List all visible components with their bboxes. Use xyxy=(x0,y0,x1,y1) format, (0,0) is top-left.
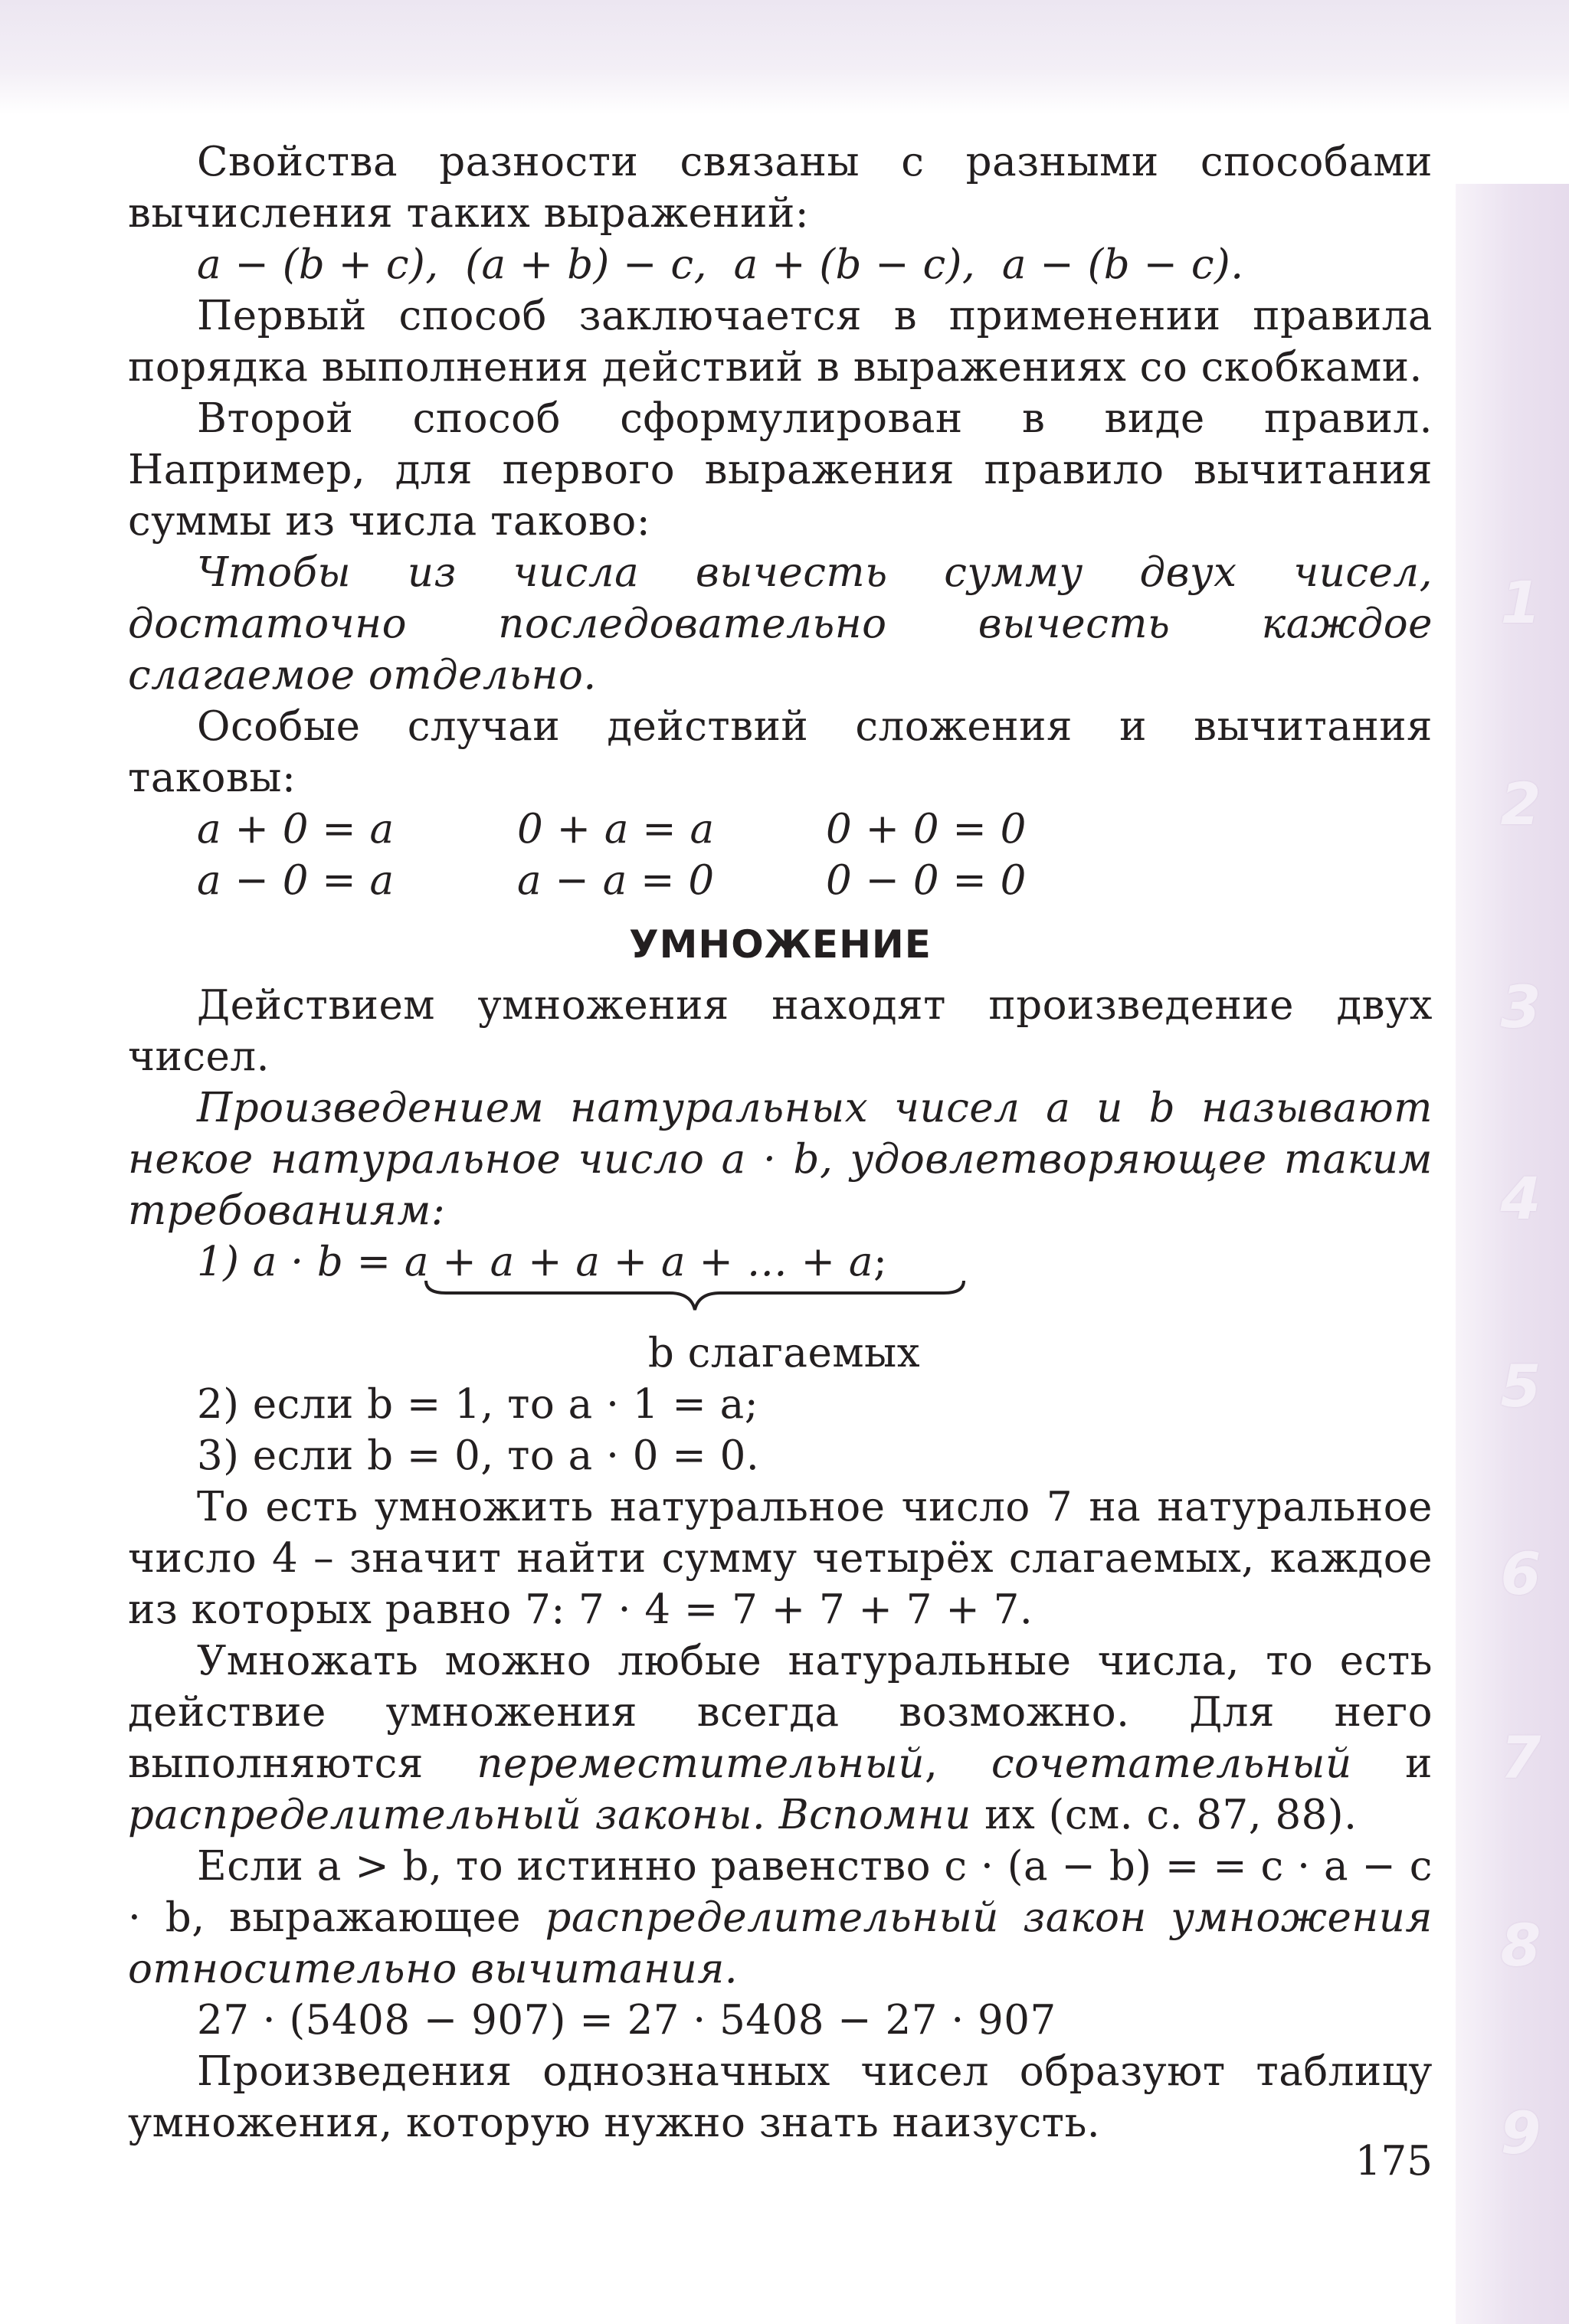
laws-text-e: и xyxy=(1351,1740,1433,1787)
distributive-law-name: распределительный закон умножения относительно вычитания. xyxy=(128,1894,1433,1992)
section-heading: УМНОЖЕНИЕ xyxy=(629,922,932,967)
formula-example-27: 27 · (5408 − 907) = 27 · 5408 − 27 · 907 xyxy=(197,1997,1056,2044)
rule-3: 3) если b = 0, то a · 0 = 0. xyxy=(197,1432,760,1479)
chapter-tab-7: 7 xyxy=(1500,1723,1541,1792)
formula-difference-expressions: a − (b + c), (a + b) − c, a + (b − c), a − (b − c). xyxy=(197,241,1244,288)
paragraph-difference-properties: Свойства разности связаны с разными способами вычисления таких выражений: xyxy=(128,139,1433,237)
law-commutative: переместительный xyxy=(477,1740,925,1787)
chapter-tab-6: 6 xyxy=(1500,1540,1541,1608)
page-number: 175 xyxy=(1354,2138,1433,2185)
definition-product: Произведением натуральных чисел a и b называют некое натуральное число a · b, удовлетворяющее таким требованиям: xyxy=(128,1085,1433,1234)
formula-cell: a − 0 = a xyxy=(197,857,395,904)
paragraph-laws xyxy=(128,1635,1433,1841)
laws-text-a: Умножать можно любые натуральные числа, то есть действие умножения всегда возможно. Для него выполняются xyxy=(128,1638,1433,1787)
chapter-tab-3: 3 xyxy=(1500,973,1541,1041)
rule-subtract-sum: Чтобы из числа вычесть сумму двух чисел, достаточно последовательно вычесть каждое слагаемое отдельно. xyxy=(128,549,1433,699)
paragraph-special-cases: Особые случаи действий сложения и вычитания таковы: xyxy=(128,703,1433,801)
rule-1-sum: a + a + a + a + … + a xyxy=(404,1239,873,1285)
underbrace-label: b слагаемых xyxy=(647,1330,921,1376)
formula-cell: a − a = 0 xyxy=(517,857,715,904)
formula-cell: a + 0 = a xyxy=(197,806,395,853)
special-cases-row-1 xyxy=(128,804,1433,855)
chapter-tab-1: 1 xyxy=(1500,568,1541,637)
chapter-tab-2: 2 xyxy=(1500,770,1541,838)
special-cases-row-2 xyxy=(128,855,1433,906)
formula-cell: 0 − 0 = 0 xyxy=(826,857,1027,904)
chapter-tab-4: 4 xyxy=(1500,1164,1541,1232)
laws-text-c: , xyxy=(924,1740,991,1787)
distributive-text-a: Если a > b, то истинно равенство c · (a − b) = = c · a − c · b, выражающее xyxy=(128,1843,1433,1941)
formula-cell: 0 + 0 = 0 xyxy=(826,806,1027,853)
rule-1-suffix: ; xyxy=(873,1239,888,1285)
paragraph-first-method: Первый способ заключается в применении правила порядка выполнения действий в выражениях со скобками. xyxy=(128,293,1433,391)
chapter-tab-8: 8 xyxy=(1500,1911,1541,1979)
paragraph-distributive-subtraction xyxy=(128,1841,1433,1995)
chapter-tab-5: 5 xyxy=(1500,1352,1541,1420)
paragraph-multiplication-intro: Действием умножения находят произведение двух чисел. xyxy=(128,982,1433,1080)
chapter-tab-9: 9 xyxy=(1500,2099,1541,2167)
rule-1 xyxy=(128,1236,1433,1288)
paragraph-times-table: Произведения однозначных чисел образуют таблицу умножения, которую нужно знать наизусть. xyxy=(128,2048,1433,2146)
law-associative: сочетательный xyxy=(991,1740,1352,1787)
side-chapter-tabs xyxy=(1456,184,1569,2324)
formula-cell: 0 + a = a xyxy=(517,806,715,853)
underbrace xyxy=(423,1279,967,1313)
laws-text-g: их (см. с. 87, 88). xyxy=(971,1792,1358,1838)
law-distributive: распределительный законы. Вспомни xyxy=(128,1792,971,1838)
rule-1-prefix: 1) a · b = xyxy=(197,1239,405,1285)
paragraph-second-method: Второй способ сформулирован в виде правил. Например, для первого выражения правило вычитания суммы из числа таково: xyxy=(128,395,1433,545)
rule-2: 2) если b = 1, то a · 1 = a; xyxy=(197,1381,759,1428)
top-decor-band xyxy=(0,0,1569,115)
paragraph-example-7x4: То есть умножить натуральное число 7 на натуральное число 4 – значит найти сумму четырёх слагаемых, каждое из которых равно 7: 7 · 4 = 7 + 7 + 7 + 7. xyxy=(128,1484,1433,1633)
page-content xyxy=(128,136,1433,2149)
